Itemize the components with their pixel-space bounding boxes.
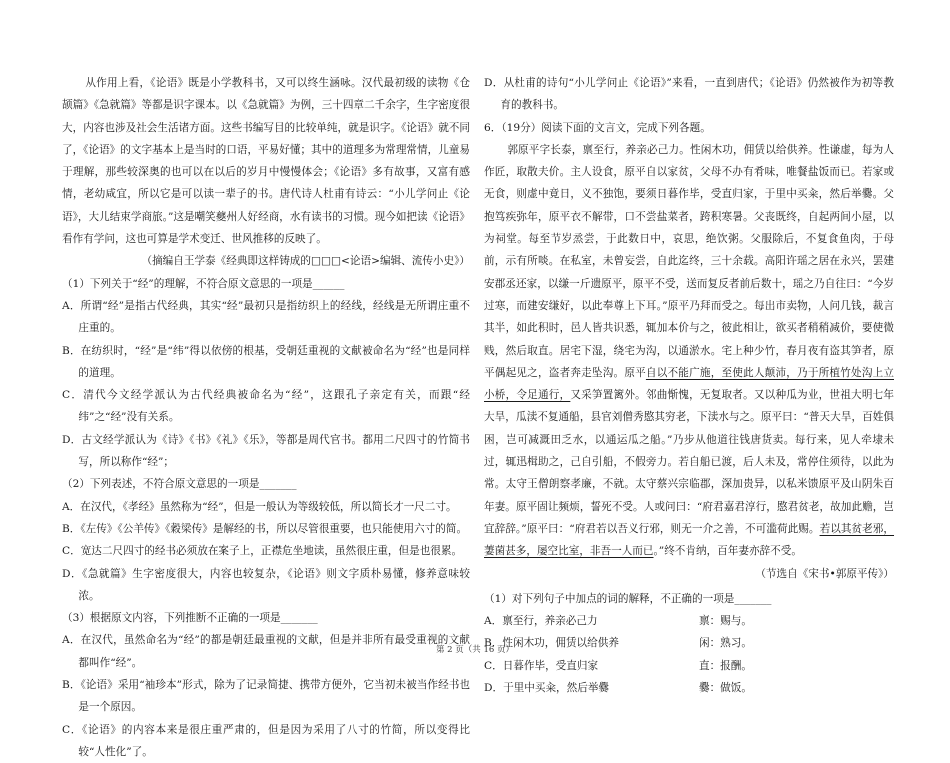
question-2-option-c: C．宽达二尺四寸的经书必须放在案子上，正襟危坐地读，虽然很庄重，但是也很累。 (62, 545, 463, 558)
option-gloss: 爨：做饭。 (699, 682, 752, 695)
question-6-1-option-a (484, 610, 894, 632)
classical-text-part-1: 郭原平字长泰，禀至行，养亲必己力。性闲木功，佣赁以给供养。性谦虚，每为人作匠，取散夫价。主人设食，原平自以家贫，父母不办有肴味，唯餐盐饭而已。若家或无食，则虚中竟日，义不独饱，要须日暮作毕，受直归家，于里中买籴，然后举爨。父抱笃疾弥年，原平衣不解带，口不尝盐菜者，跨积寒暑。父丧既终，自起两间小屋，以为祠堂。每至节岁烝尝，于此数日中，哀思，绝饮粥。父服除后，不复食鱼肉，于母前，示有所啖。在私室，未曾妄尝，自此迄终，三十余载。高阳许瑶之居在永兴，罢建安郡丞还家，以缣一斤遗原平，原平不受，送而复反者前后数十，瑶之乃自往曰：“今岁过寒，而建安缣好，以此奉尊上下耳。”原平乃拜而受之。每出市卖物，人问几钱，裁言其半，如此积时，邑人皆共识悉，辄加本价与之，彼此相让，欲买者稍稍减价，要使微贱，然后取直。居宅下湿，绕宅为沟，以通淤水。宅上种少竹，春月夜有盗其笋者，原平偶起见之，盗者奔走坠沟。原平 (484, 143, 894, 379)
question-6-title: 6．（19分）阅读下面的文言文，完成下列各题。 (484, 121, 711, 134)
option-gloss: 直：报酬。 (699, 659, 752, 672)
option-sentence: C．日暮作毕，受直归家 (484, 659, 599, 672)
classical-text-part-2: 又采笋置篱外。邻曲惭愧，无复取者。又以种瓜为业，世祖大明七年大旱，瓜渎不复通船，县官刘僧秀愍其穷老，下渎水与之。原平曰：“普天大旱，百姓俱困，岂可减溉田乏水，以通运瓜之船。”乃步从他道往钱唐货卖。每行来，见人牵埭未过，辄迅楫助之，己自引船，不假旁力。若自船已渡，后人未及，常停住须待，以此为常。太守王僧朗察孝廉，不就。太守蔡兴宗临郡，深加贵异，以私米馈原平及山阴朱百年妻。原平固让频烦，誓死不受。人或问曰：“府君嘉君淳行，愍君贫老，故加此赡，岂宜辞辞。”原平曰：“府君若以吾义行邪，则无一介之善，不可滥荷此赐。 (484, 389, 894, 535)
question-6-1-stem: （1）对下列句子中加点的词的解释，不正确的一项是_______ (484, 592, 772, 605)
classical-text (484, 139, 894, 563)
question-1-option-d: D．古文经学派认为《诗》《书》《礼》《乐》，等都是周代官书。都用二尺四寸的竹简书写，所以称作“经”； (62, 433, 470, 469)
question-1-option-b: B．在纺织时，“经”是“纬”得以依傍的根基，受朝廷重视的文献被命名为“经”也是同样的道理。 (62, 344, 470, 379)
passage-source: （摘编自王学泰《经典即这样铸成的□□□<论语>编辑、流传小史》） (141, 255, 470, 268)
classical-text-part-3: 。”终不肯纳，百年妻亦辞不受。 (653, 545, 802, 558)
classical-source: （节选自《宋书•郭原平传》） (755, 567, 894, 580)
option-sentence: D．于里中买籴，然后举爨 (484, 682, 610, 695)
question-3-option-d: D．从杜甫的诗句“小儿学问止《论语》”来看，一直到唐代；《论语》仍然被作为初等教育的教科书。 (484, 77, 894, 112)
page-footer: 第 2 页（共 16 页） (435, 645, 515, 655)
question-2-option-d: D．《急就篇》生字密度很大，内容也较复杂，《论语》则文字质朴易懂，修养意味较浓。 (62, 567, 470, 602)
option-gloss: 禀：赐与。 (699, 615, 752, 628)
question-1-stem: （1）下列关于“经”的理解，不符合原文意思的一项是______ (62, 277, 345, 290)
question-6-1-option-d (484, 677, 894, 699)
option-sentence: B．性闲木功，佣赁以给供养 (484, 637, 619, 650)
option-gloss: 闲：熟习。 (699, 637, 752, 650)
option-sentence: A．禀至行，养亲必己力 (484, 615, 598, 628)
question-3-option-c: C．《论语》的内容本来是很庄重严肃的，但是因为采用了八寸的竹简，所以变得比较“人性化”了。 (62, 723, 470, 758)
question-2-stem: （2）下列表述，不符合原文意思的一项是_______ (62, 478, 297, 491)
question-1-option-a: A．所谓“经”是指古代经典，其实“经”最初只是指纺织上的经线，经线是无所谓庄重不庄重的。 (62, 299, 470, 335)
right-column (484, 72, 894, 699)
underlined-sentence-1: 自以不能广施，至使此人颠沛，乃于所植竹处沟上立小桥，令足通行， (484, 366, 894, 402)
passage-paragraph: 从作用上看，《论语》既是小学教科书，又可以终生涵咏。汉代最初级的读物《仓颉篇》《急就篇》等都是识字课本。以《急就篇》为例，三十四章二千余字，生字密度很大，内容也涉及社会生活诸方面。这些书编写目的比较单纯，就是识字。《论语》就不同了，《论语》的文字基本上是当时的口语，平易好懂；其中的道理多为常理常情，儿童易于理解，那些较深奥的也可以在以后的岁月中慢慢体会；《论语》多有故事，又富有感情，老幼咸宜，所以它是可以读一辈子的书。唐代诗人杜甫有诗云：“小儿学问止《论语》，大儿结束学商旅。”这是嘲笑夔州人好经商，水有读书的习惯。现今如把读《论语》看作有学问，这也可算是学术变迁、世风推移的反映了。 (62, 77, 470, 246)
question-3-option-a: A．在汉代，虽然命名为“经”的都是朝廷最重视的文献，但是并非所有最受重视的文献都叫作“经”。 (62, 634, 470, 669)
question-2-option-a: A．在汉代，《孝经》虽然称为“经”，但是一般认为等级较低，所以简长才一尺二寸。 (62, 500, 457, 513)
question-3-option-b: B．《论语》采用“袖珍本”形式，除为了记录简捷、携带方便外，它当初未被当作经书也是一个原因。 (62, 679, 470, 714)
question-3-stem: （3）根据原文内容，下列推断不正确的一项是_______ (62, 612, 318, 625)
left-column (62, 72, 470, 763)
question-1-option-c: C．清代今文经学派认为古代经典被命名为“经”，这跟孔子亲定有关，而跟“经纬”之“经”没有关系。 (62, 389, 470, 424)
underlined-sentence-2: 若以其贫老邪，萋菌甚多，屡空比室，非吾一人而已 (484, 522, 895, 558)
question-2-option-b: B．《左传》《公羊传》《穀梁传》是解经的书，所以尽管很重要，也只能使用六寸的简。 (62, 522, 468, 535)
question-6-1-option-c (484, 655, 894, 677)
